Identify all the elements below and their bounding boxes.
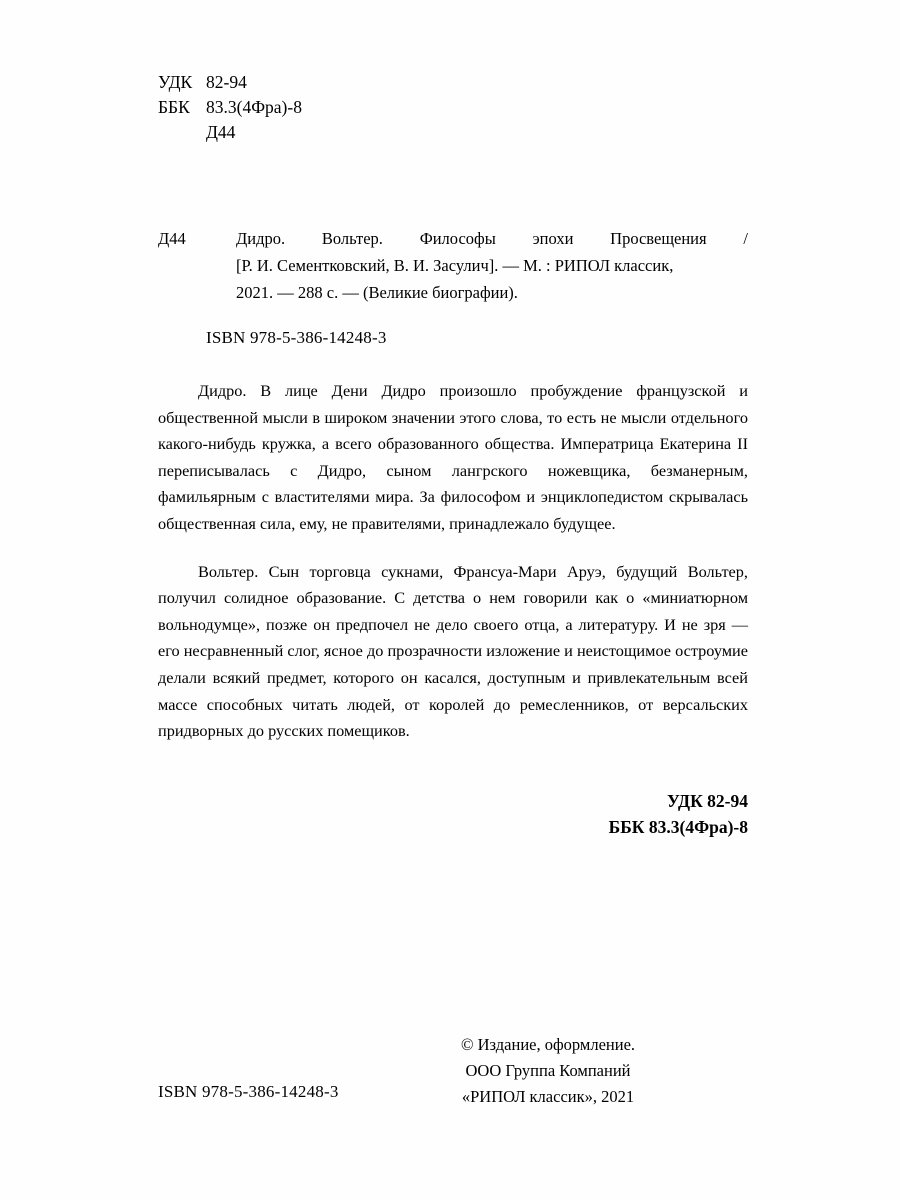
bbk-repeat: ББК 83.3(4Фра)-8 bbox=[608, 817, 748, 837]
annotation-paragraph-diderot: Дидро. В лице Дени Дидро произошло пробуждение французской и общественной мысли в широком значении этого слова, то есть не мысли отдельного какого-нибудь кружка, а всего образованного общества. Императрица Екатерина II переписывалась с Дидро, сыном лангрского ножевщика, безманерным, фамильярным с властителями мира. За философом и энциклопедистом скрывалась общественная сила, ему, не правителями, принадлежало будущее. bbox=[158, 381, 748, 533]
bib-word-4: эпохи bbox=[532, 229, 574, 248]
author-code: Д44 bbox=[206, 122, 236, 142]
bibliographic-body bbox=[236, 225, 748, 306]
bibliographic-line-3: 2021. — 288 с. — (Великие биографии). bbox=[236, 283, 518, 302]
bbk-row bbox=[158, 95, 302, 120]
copyright-line-2: ООО Группа Компаний bbox=[465, 1061, 631, 1080]
udk-value: 82-94 bbox=[206, 72, 247, 92]
bibliographic-line-1 bbox=[236, 225, 748, 252]
isbn-footer: ISBN 978-5-386-14248-3 bbox=[158, 1082, 339, 1101]
bibliographic-line-2: [Р. И. Сементковский, В. И. Засулич]. — М. : РИПОЛ классик, bbox=[236, 256, 674, 275]
bbk-label: ББК bbox=[158, 97, 190, 117]
bbk-value: 83.3(4Фра)-8 bbox=[206, 97, 302, 117]
bib-word-1: Дидро. bbox=[236, 229, 286, 248]
bib-word-5: Просвещения bbox=[610, 229, 707, 248]
copyright-line-1: © Издание, оформление. bbox=[460, 1035, 636, 1054]
copyright-line-3: «РИПОЛ классик», 2021 bbox=[461, 1087, 635, 1106]
bib-word-6: / bbox=[743, 229, 748, 248]
bib-word-3: Философы bbox=[419, 229, 496, 248]
udk-row bbox=[158, 70, 302, 95]
bib-word-2: Вольтер. bbox=[321, 229, 383, 248]
udk-repeat: УДК 82-94 bbox=[666, 791, 748, 811]
annotation-paragraph-voltaire: Вольтер. Сын торговца сукнами, Франсуа-Мари Аруэ, будущий Вольтер, получил солидное образование. С детства о нем говорили как о «миниатюрном вольнодумце», позже он предпочел не дело своего отца, а литературу. И не зря — его несравненный слог, ясное до прозрачности изложение и неистощимое остроумие делали всякий предмет, которого он касался, доступным и привлекательным всей массе способных читать людей, от королей до ремесленников, от версальских придворных до русских помещиков. bbox=[158, 561, 748, 741]
classification-block bbox=[158, 70, 302, 145]
classification-repeat-block bbox=[158, 788, 748, 840]
bibliographic-sigil: Д44 bbox=[158, 229, 186, 248]
bibliographic-record bbox=[158, 225, 748, 306]
isbn-primary: ISBN 978-5-386-14248-3 bbox=[206, 328, 387, 347]
annotation-block bbox=[158, 378, 748, 745]
udk-label: УДК bbox=[158, 72, 193, 92]
